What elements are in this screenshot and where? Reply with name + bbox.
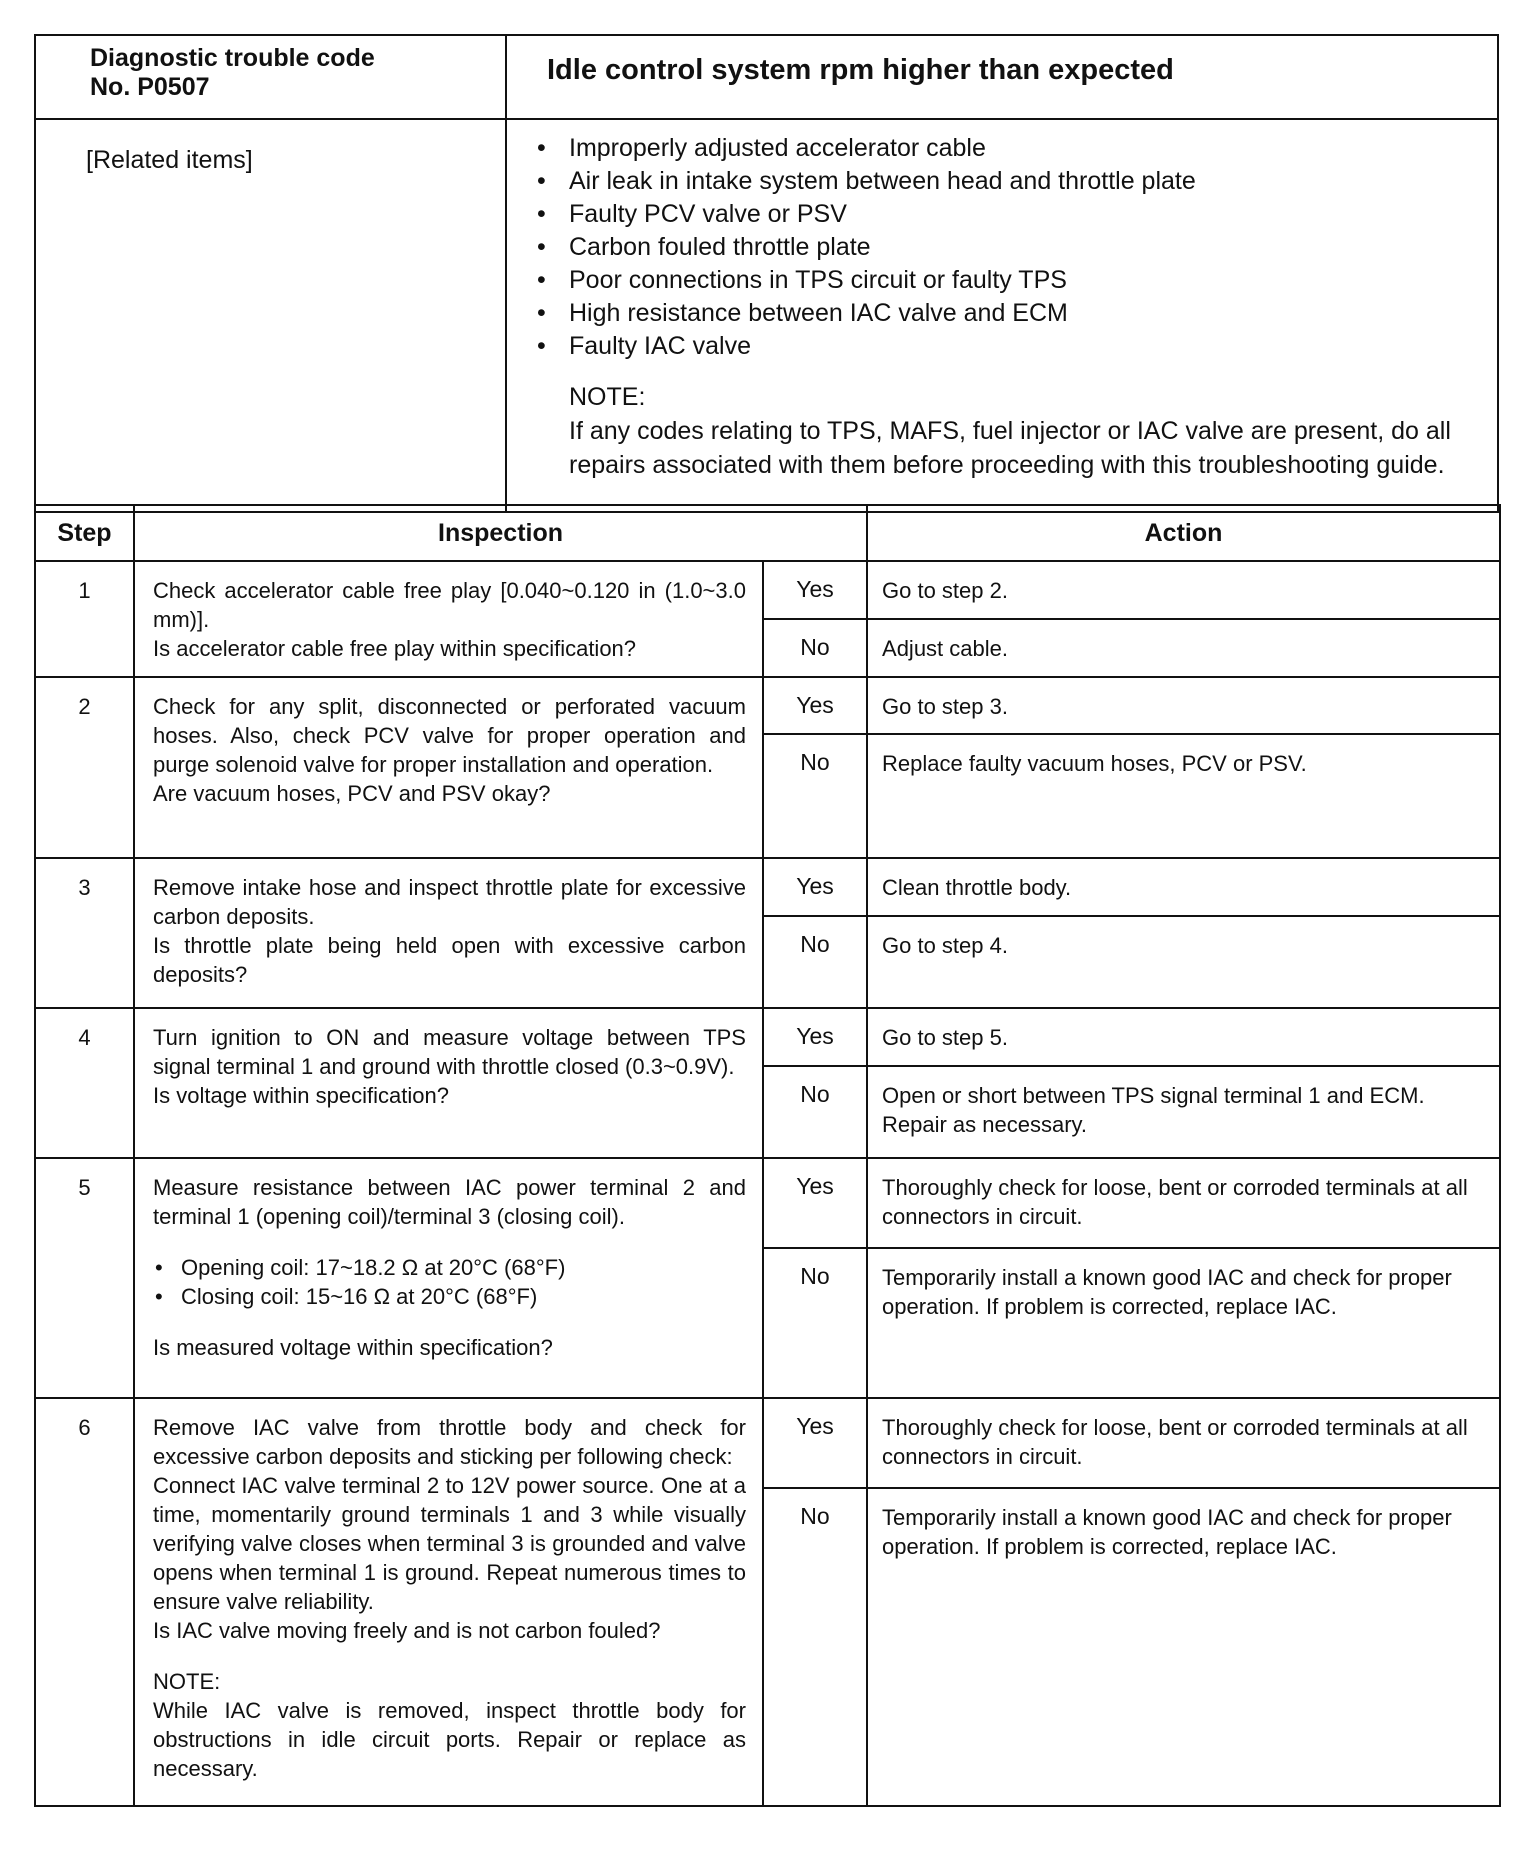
yes-label: Yes [763, 677, 867, 734]
step-number: 5 [35, 1158, 134, 1398]
inspection-text: Remove intake hose and inspect throttle plate for excessive carbon deposits. [153, 875, 746, 929]
yes-action: Thoroughly check for loose, bent or corroded terminals at all connectors in circuit. [867, 1398, 1500, 1488]
list-item: • Faulty PCV valve or PSV [537, 198, 1485, 231]
no-label: No [763, 1066, 867, 1158]
step-number: 6 [35, 1398, 134, 1806]
step-number: 3 [35, 858, 134, 1008]
no-label: No [763, 1488, 867, 1806]
no-action: Adjust cable. [867, 619, 1500, 677]
step-number: 4 [35, 1008, 134, 1158]
col-action-header: Action [867, 505, 1500, 561]
no-action: Replace faulty vacuum hoses, PCV or PSV. [867, 734, 1500, 858]
no-label: No [763, 916, 867, 1008]
table-row [35, 677, 1500, 734]
dtc-title: Idle control system rpm higher than expected [506, 35, 1498, 119]
yes-action: Go to step 2. [867, 561, 1500, 619]
no-label: No [763, 1248, 867, 1398]
inspection-question: Is voltage within specification? [153, 1083, 449, 1108]
yes-action: Thoroughly check for loose, bent or corroded terminals at all connectors in circuit. [867, 1158, 1500, 1248]
inspection-text: Turn ignition to ON and measure voltage between TPS signal terminal 1 and ground with throttle closed (0.3~0.9V). [153, 1025, 746, 1079]
dtc-header-table [34, 34, 1499, 513]
yes-action: Go to step 3. [867, 677, 1500, 734]
note-label: NOTE: [569, 383, 646, 411]
step-inspection [134, 677, 763, 858]
step-number: 2 [35, 677, 134, 858]
related-items-list [537, 132, 1485, 363]
inspection-question: Is measured voltage within specification? [153, 1335, 553, 1360]
yes-action: Go to step 5. [867, 1008, 1500, 1066]
list-item: • Opening coil: 17~18.2 Ω at 20°C (68°F) [153, 1253, 746, 1282]
inspection-text: Measure resistance between IAC power terminal 2 and terminal 1 (opening coil)/terminal 3 (closing coil). [153, 1175, 746, 1229]
step-inspection [134, 1008, 763, 1158]
dtc-code-cell [35, 35, 506, 119]
table-row [35, 561, 1500, 619]
table-row [35, 1158, 1500, 1248]
table-row [35, 1008, 1500, 1066]
no-action: Go to step 4. [867, 916, 1500, 1008]
list-item: • High resistance between IAC valve and ECM [537, 297, 1485, 330]
coil-spec-list [153, 1253, 746, 1311]
list-item: • Closing coil: 15~16 Ω at 20°C (68°F) [153, 1282, 746, 1311]
yes-label: Yes [763, 858, 867, 916]
no-action: Temporarily install a known good IAC and check for proper operation. If problem is corrected, replace IAC. [867, 1248, 1500, 1398]
list-item: • Carbon fouled throttle plate [537, 231, 1485, 264]
yes-label: Yes [763, 1008, 867, 1066]
header-note [569, 380, 1485, 482]
troubleshooting-table [34, 504, 1501, 1807]
inspection-question: Is IAC valve moving freely and is not carbon fouled? [153, 1618, 661, 1643]
inspection-question: Is accelerator cable free play within specification? [153, 636, 637, 661]
table-header-row [35, 505, 1500, 561]
related-label: [Related items] [35, 119, 506, 512]
no-label: No [763, 619, 867, 677]
yes-label: Yes [763, 1158, 867, 1248]
no-action: Open or short between TPS signal terminal 1 and ECM. Repair as necessary. [867, 1066, 1500, 1158]
table-row [35, 858, 1500, 916]
inspection-question: Is throttle plate being held open with excessive carbon deposits? [153, 933, 746, 987]
inspection-text: Remove IAC valve from throttle body and check for excessive carbon deposits and sticking per following check: [153, 1415, 746, 1469]
step-inspection [134, 1398, 763, 1806]
inspection-procedure: Connect IAC valve terminal 2 to 12V power source. One at a time, momentarily ground terminals 1 and 3 while visually verifying valve closes when terminal 3 is grounded and valve opens when terminal 1 is ground. Repeat numerous times to ensure valve reliability. [153, 1473, 746, 1614]
yes-action: Clean throttle body. [867, 858, 1500, 916]
inspection-question: Are vacuum hoses, PCV and PSV okay? [153, 781, 551, 806]
note-text: If any codes relating to TPS, MAFS, fuel injector or IAC valve are present, do all repairs associated with them before proceeding with this troubleshooting guide. [569, 417, 1451, 479]
step-inspection [134, 561, 763, 677]
list-item: • Poor connections in TPS circuit or faulty TPS [537, 264, 1485, 297]
yes-label: Yes [763, 1398, 867, 1488]
no-label: No [763, 734, 867, 858]
step-number: 1 [35, 561, 134, 677]
list-item: • Improperly adjusted accelerator cable [537, 132, 1485, 165]
inspection-text: Check for any split, disconnected or perforated vacuum hoses. Also, check PCV valve for proper operation and purge solenoid valve for proper installation and operation. [153, 694, 746, 777]
list-item: • Faulty IAC valve [537, 330, 1485, 363]
col-inspection-header: Inspection [134, 505, 867, 561]
step-inspection [134, 858, 763, 1008]
related-items-cell [506, 119, 1498, 512]
inspection-text: Check accelerator cable free play [0.040~0.120 in (1.0~3.0 mm)]. [153, 578, 746, 632]
no-action: Temporarily install a known good IAC and check for proper operation. If problem is corrected, replace IAC. [867, 1488, 1500, 1806]
step-inspection [134, 1158, 763, 1398]
step-note-text: While IAC valve is removed, inspect throttle body for obstructions in idle circuit ports. Repair or replace as necessary. [153, 1698, 746, 1781]
dtc-code: No. P0507 [90, 73, 210, 101]
col-step-header: Step [35, 505, 134, 561]
list-item: • Air leak in intake system between head and throttle plate [537, 165, 1485, 198]
step-note-label: NOTE: [153, 1669, 221, 1694]
yes-label: Yes [763, 561, 867, 619]
table-row [35, 1398, 1500, 1488]
dtc-label-line1: Diagnostic trouble code [90, 44, 375, 72]
